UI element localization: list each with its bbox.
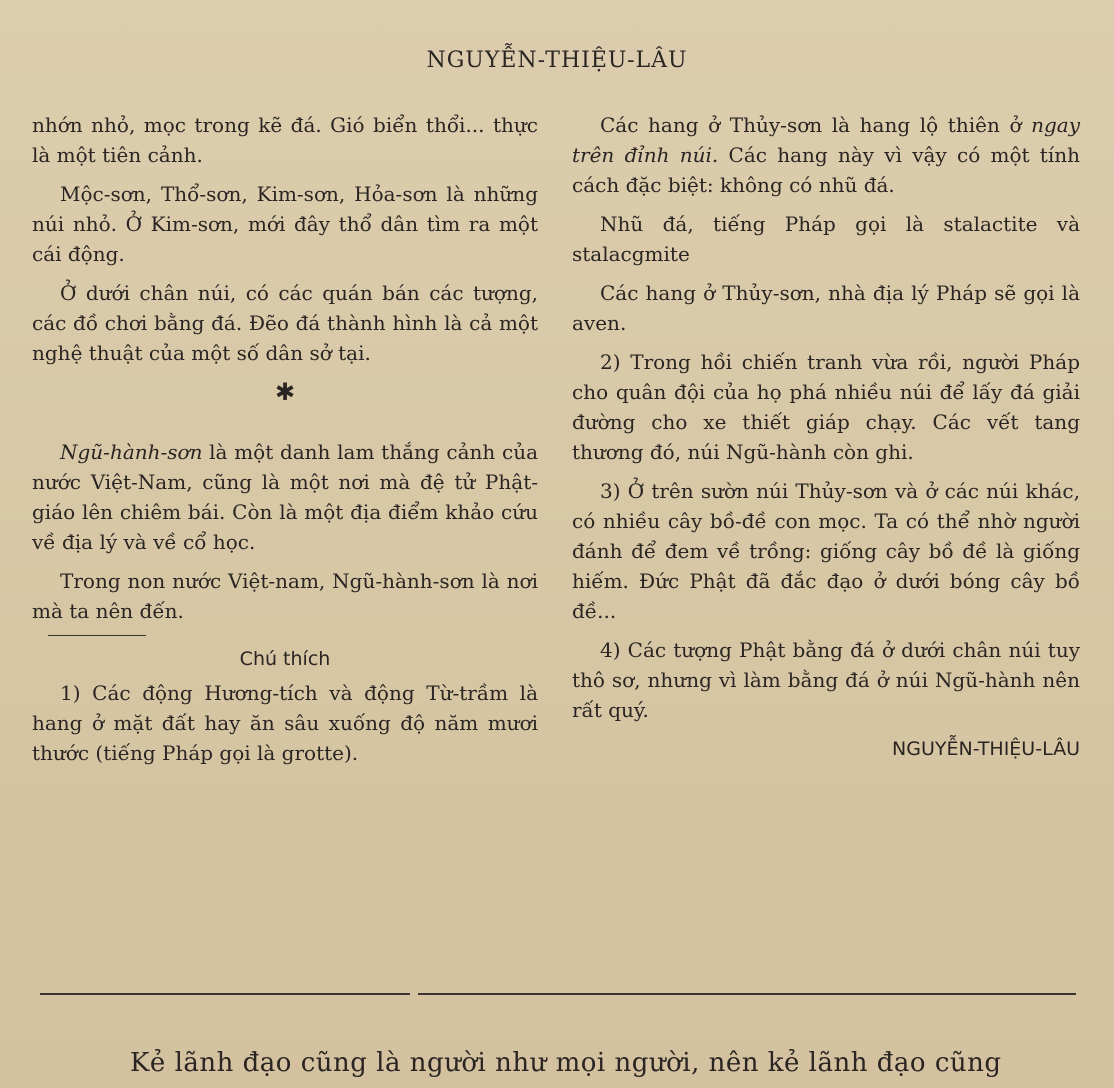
paragraph: Mộc-sơn, Thổ-sơn, Kim-sơn, Hỏa-sơn là những núi nhỏ. Ở Kim-sơn, mới đây thổ dân tìm ra một cái động. — [32, 182, 538, 266]
paragraph: Trong non nước Việt-nam, Ngũ-hành-sơn là nơi mà ta nên đến. — [32, 569, 538, 623]
paragraph: nhớn nhỏ, mọc trong kẽ đá. Gió biển thổi... thực là một tiên cảnh. — [32, 113, 538, 167]
paragraph: Nhũ đá, tiếng Pháp gọi là stalactite và stalacgmite — [572, 212, 1080, 266]
paragraph-text: Các hang ở Thủy-sơn là hang lộ thiên ở — [600, 113, 1032, 137]
paragraph: Ở dưới chân núi, có các quán bán các tượng, các đồ chơi bằng đá. Đẽo đá thành hình là cả một nghệ thuật của một số dân sở tại. — [32, 281, 538, 365]
right-column — [572, 110, 1080, 764]
notes-title: Chú thích — [239, 648, 331, 670]
footnote: 3) Ở trên sườn núi Thủy-sơn và ở các núi khác, có nhiều cây bồ-đề con mọc. Ta có thể nhờ người đánh để đem về trồng: giống cây bồ đề là giống hiếm. Đức Phật đã đắc đạo ở dưới bóng cây bồ đề... — [572, 479, 1080, 623]
footnote: 1) Các động Hương-tích và động Từ-trầm là hang ở mặt đất hay ăn sâu xuống độ năm mươi thước (tiếng Pháp gọi là grotte). — [32, 681, 538, 765]
author-signature: NGUYỄN-THIỆU-LÂU — [892, 738, 1080, 760]
italic-phrase: ngay trên đỉnh núi. — [572, 113, 1080, 167]
footnote: 4) Các tượng Phật bằng đá ở dưới chân núi tuy thô sơ, nhưng vì làm bằng đá ở núi Ngũ-hành nên rất quý. — [572, 638, 1080, 722]
paragraph — [572, 110, 1080, 200]
bottom-rule-right — [418, 993, 1076, 995]
notes-divider — [48, 635, 146, 636]
next-article-text: Kẻ lãnh đạo cũng là người như mọi người, nên kẻ lãnh đạo cũng — [130, 1048, 1002, 1078]
bottom-rule-left — [40, 993, 410, 995]
left-column — [32, 110, 538, 777]
paragraph — [32, 437, 538, 557]
italic-term: Ngũ-hành-sơn — [60, 440, 203, 464]
paragraph-text: Các hang này vì vậy có một tính cách đặc biệt: không có nhũ đá. — [572, 143, 1080, 197]
footnote: 2) Trong hồi chiến tranh vừa rồi, người Pháp cho quân đội của họ phá nhiều núi để lấy đá giải đường cho xe thiết giáp chạy. Các vết tang thương đó, núi Ngũ-hành còn ghi. — [572, 350, 1080, 464]
paragraph: Các hang ở Thủy-sơn, nhà địa lý Pháp sẽ gọi là aven. — [572, 281, 1080, 335]
section-separator: ✱ — [274, 378, 296, 406]
page-header: NGUYỄN-THIỆU-LÂU — [426, 48, 688, 73]
paragraph-text: là một danh lam thắng cảnh của nước Việt-Nam, cũng là một nơi mà đệ tử Phật-giáo lên chiêm bái. Còn là một địa điểm khảo cứu về địa lý và về cổ học. — [32, 440, 538, 554]
